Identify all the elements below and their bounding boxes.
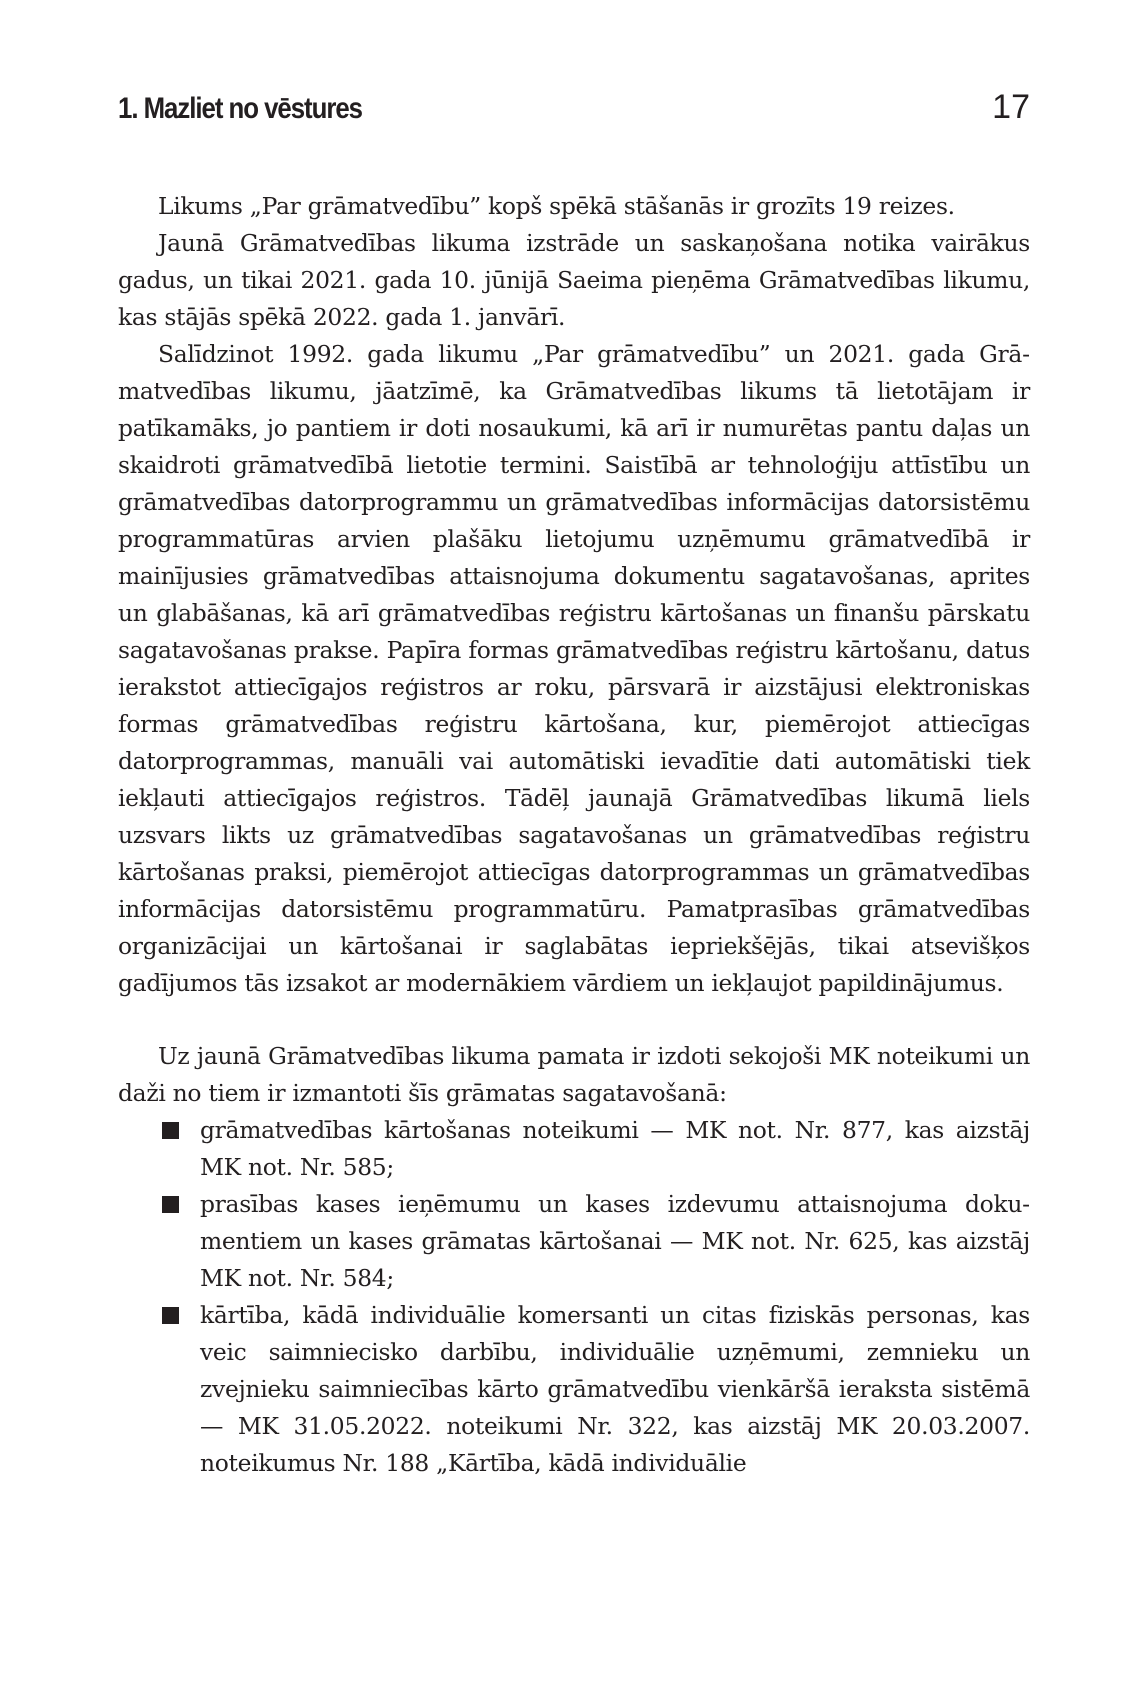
square-bullet-icon <box>162 1307 179 1324</box>
running-head <box>118 88 1030 136</box>
paragraph: Uz jaunā Grāmatvedības likuma pamata ir izdoti sekojoši MK noteikumi un daži no tiem ir izmantoti šīs grāmatas sagatavošanā: <box>118 1042 1030 1107</box>
list-item <box>118 1112 1030 1186</box>
list-item-text: prasības kases ieņēmumu un kases izdevumu attaisnojuma dokumentiem un kases grāmatas kārtošanai — MK not. Nr. 625, kas aizstāj MK not. Nr. 584; <box>200 1190 1030 1292</box>
list-item <box>118 1186 1030 1297</box>
paragraph-gap <box>118 1002 1030 1038</box>
paragraph: Jaunā Grāmatvedības likuma izstrāde un saskaņošana notika vairākus gadus, un tikai 2021. gada 10. jūnijā Saeima pieņēma Grāmatvedības likumu, kas stājās spēkā 2022. gada 1. janvārī. <box>118 229 1030 331</box>
paragraph: Likums „Par grāmatvedību” kopš spēkā stāšanās ir grozīts 19 reizes. <box>158 192 955 220</box>
list-item <box>118 1297 1030 1482</box>
chapter-title: 1. Mazliet no vēstures <box>118 92 362 125</box>
page-number: 17 <box>992 88 1030 126</box>
list-item-text: kārtība, kādā individuālie komersanti un citas fiziskās personas, kas veic saimniecisko darbību, individuālie uzņēmumi, zemnieku un zvejnieku saimniecības kārto grāmatvedību vienkāršā ieraksta sistēmā — MK 31.05.2022. noteikumi Nr. 322, kas aizstāj MK 20.03.2007. noteikumus Nr. 188 „Kārtība, kādā individuālie <box>200 1301 1030 1477</box>
list-item-text: grāmatvedības kārtošanas noteikumi — MK not. Nr. 877, kas aizstāj MK not. Nr. 585; <box>200 1116 1030 1181</box>
body-text <box>118 188 1030 1482</box>
square-bullet-icon <box>162 1122 179 1139</box>
square-bullet-icon <box>162 1196 179 1213</box>
paragraph: Salīdzinot 1992. gada likumu „Par grāmatvedību” un 2021. gada Grāmatvedības likumu, jāatzīmē, ka Grāmatvedības likums tā lietotājam ir patīkamāks, jo pantiem ir doti nosaukumi, kā arī ir numurētas pantu daļas un skaidroti grāmatvedībā lietotie termini. Saistībā ar tehnoloģiju attīstību un grāmatvedības datorprogrammu un grāmatvedības informācijas datorsistēmu programmatūras arvien plašāku lietojumu uzņēmumu grāmatvedībā ir mainījusies grāmatvedības attaisnojuma dokumentu sagatavošanas, aprites un glabāšanas, kā arī grāmatvedības reģistru kārtošanas un finanšu pārskatu sagatavošanas prakse. Papīra formas grāmatvedības reģistru kārtošanu, datus ierakstot attiecīgajos reģistros ar roku, pārsvarā ir aizstājusi elektroniskas formas grāmatvedības reģistru kārtošana, kur, piemērojot attiecīgas datorprogrammas, manuāli vai automātiski ievadītie dati automātiski tiek iekļauti attiecīgajos reģistros. Tādēļ jaunajā Grāmatvedības likumā liels uzsvars likts uz grāmatvedības sagatavošanas un grāmatvedības reģistru kārtošanas praksi, piemērojot attiecīgas datorprogrammas un grāmatvedības informācijas datorsistēmu programmatūru. Pamatprasības grāmatvedības organizācijai un kārtošanai ir saglabātas iepriekšējās, tikai atsevišķos gadījumos tās izsakot ar modernākiem vārdiem un iekļaujot papildinājumus. <box>118 340 1030 997</box>
regulations-list <box>118 1112 1030 1482</box>
